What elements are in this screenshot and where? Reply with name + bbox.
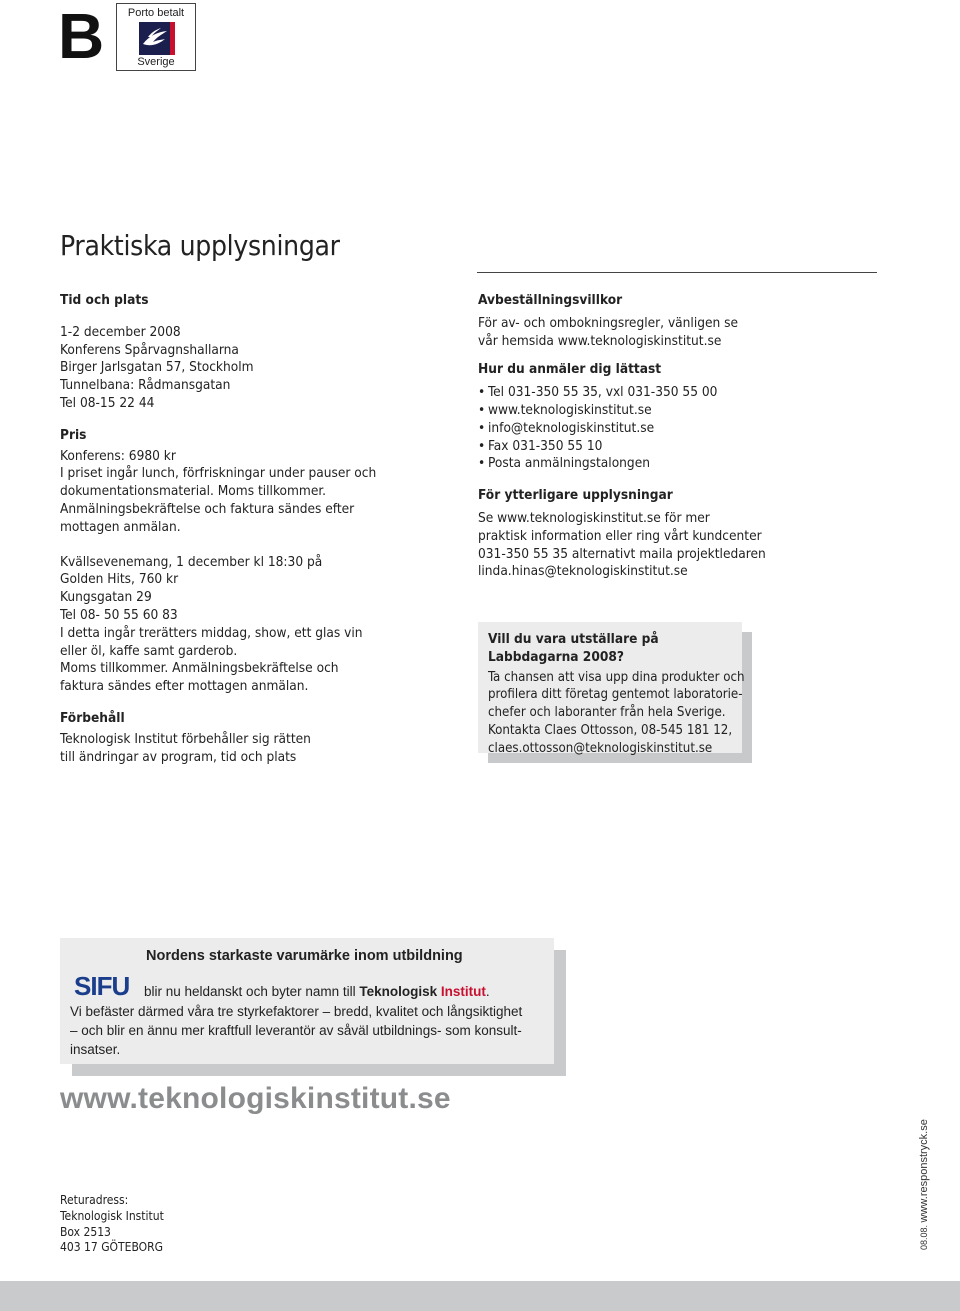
brand-rename-end: . — [485, 984, 490, 999]
left-column — [60, 292, 376, 766]
reservation-line: till ändringar av program, tid och plats — [60, 748, 297, 765]
exhibitor-line: Ta chansen att visa upp dina produkter och — [488, 669, 745, 685]
registration-item: • info@teknologiskinstitut.se — [478, 420, 766, 438]
registration-list — [478, 384, 766, 473]
time-place-line: Tunnelbana: Rådmansgatan — [60, 377, 231, 394]
registration-heading: Hur du anmäler dig lättast — [478, 361, 662, 378]
right-column — [478, 292, 766, 581]
brand-name-a: Teknologisk — [359, 984, 438, 999]
sifu-logo-icon — [74, 973, 134, 997]
distribution-letter: B — [58, 0, 105, 72]
page-title: Praktiska upplysningar — [60, 229, 340, 262]
postage-paid-stamp — [116, 3, 196, 71]
website-url: www.teknologiskinstitut.se — [60, 1082, 451, 1115]
return-address — [60, 1193, 164, 1256]
exhibitor-line: claes.ottosson@teknologiskinstitut.se — [488, 740, 713, 756]
evening-event-line: faktura sändes efter mottagen anmälan. — [60, 678, 309, 695]
brand-rename-line — [144, 984, 490, 999]
brand-body-line: Vi befäster därmed våra tre styrkefaktorer – bredd, kvalitet och långsiktighet — [70, 1004, 523, 1019]
evening-event-line: eller öl, kaffe samt garderob. — [60, 642, 238, 659]
evening-event-line: Kvällsevenemang, 1 december kl 18:30 på — [60, 553, 323, 570]
postage-country: Sverige — [137, 56, 175, 68]
more-info-line: praktisk information eller ring vårt kundcenter — [478, 527, 762, 544]
printer-credit-date: 08.08. — [919, 1224, 929, 1250]
evening-event-line: Moms tillkommer. Anmälningsbekräftelse och — [60, 660, 339, 677]
printer-credit-url: www.responstryck.se — [918, 1119, 930, 1223]
time-place-heading: Tid och plats — [60, 292, 149, 308]
time-place-line: Tel 08-15 22 44 — [60, 394, 155, 411]
registration-item: • www.teknologiskinstitut.se — [478, 402, 766, 420]
price-line: dokumentationsmaterial. Moms tillkommer. — [60, 483, 327, 500]
brand-body-line: – och blir en ännu mer kraftfull leverantör av såväl utbildnings- som konsult- — [70, 1023, 522, 1038]
price-line: Anmälningsbekräftelse och faktura sändes efter — [60, 500, 355, 517]
time-place-line: Birger Jarlsgatan 57, Stockholm — [60, 359, 254, 376]
cancellation-line: vår hemsida www.teknologiskinstitut.se — [478, 332, 722, 349]
price-line: I priset ingår lunch, förfriskningar under pauser och — [60, 465, 377, 482]
evening-event-line: Tel 08- 50 55 60 83 — [60, 606, 178, 623]
reservation-line: Teknologisk Institut förbehåller sig rätten — [60, 730, 311, 747]
exhibitor-box — [478, 622, 745, 756]
brand-heading: Nordens starkaste varumärke inom utbildning — [146, 948, 463, 964]
registration-item: • Tel 031-350 55 35, vxl 031-350 55 00 — [478, 384, 766, 402]
brand-box — [60, 938, 554, 1064]
return-address-line: Returadress: — [60, 1193, 129, 1207]
brand-body — [70, 1002, 548, 1059]
registration-item: • Fax 031-350 55 10 — [478, 438, 766, 456]
time-place-line: 1-2 december 2008 — [60, 323, 181, 340]
postage-label: Porto betalt — [127, 7, 185, 19]
brand-rename-text: blir nu heldanskt och byter namn till — [144, 984, 360, 999]
price-heading: Pris — [60, 426, 87, 443]
exhibitor-line: Kontakta Claes Ottosson, 08-545 181 12, — [488, 722, 733, 738]
printer-credit — [918, 1119, 930, 1250]
bottom-band — [0, 1281, 960, 1311]
return-address-line: Teknologisk Institut — [60, 1208, 164, 1223]
more-info-line: Se www.teknologiskinstitut.se för mer — [478, 509, 710, 526]
return-address-line: 403 17 GÖTEBORG — [60, 1240, 164, 1255]
exhibitor-line: chefer och laboranter från hela Sverige. — [488, 705, 726, 721]
exhibitor-heading: Vill du vara utställare på Labbdagarna 2008? — [488, 631, 659, 665]
evening-event-line: I detta ingår trerätters middag, show, ett glas vin — [60, 624, 363, 641]
cancellation-heading: Avbeställningsvillkor — [478, 292, 623, 308]
time-place-line: Konferens Spårvagnshallarna — [60, 341, 239, 358]
sifu-logo-text: SIFU — [74, 973, 130, 997]
brand-name-b: Institut — [440, 984, 486, 999]
reservation-heading: Förbehåll — [60, 709, 125, 726]
exhibitor-line: profilera ditt företag gentemot laboratorie- — [488, 687, 743, 703]
price-line: Konferens: 6980 kr — [60, 447, 176, 464]
evening-event-line: Golden Hits, 760 kr — [60, 571, 179, 588]
price-line: mottagen anmälan. — [60, 518, 181, 535]
registration-item: • Posta anmälningstalongen — [478, 455, 766, 473]
return-address-line: Box 2513 — [60, 1224, 111, 1239]
posten-logo-icon — [139, 22, 175, 55]
more-info-line: 031-350 55 35 alternativt maila projektledaren — [478, 545, 766, 562]
more-info-heading: För ytterligare upplysningar — [478, 487, 673, 504]
title-rule — [477, 272, 877, 273]
brand-body-line: insatser. — [70, 1042, 121, 1057]
more-info-line: linda.hinas@teknologiskinstitut.se — [478, 563, 688, 580]
evening-event-line: Kungsgatan 29 — [60, 589, 152, 606]
cancellation-line: För av- och ombokningsregler, vänligen se — [478, 314, 739, 331]
